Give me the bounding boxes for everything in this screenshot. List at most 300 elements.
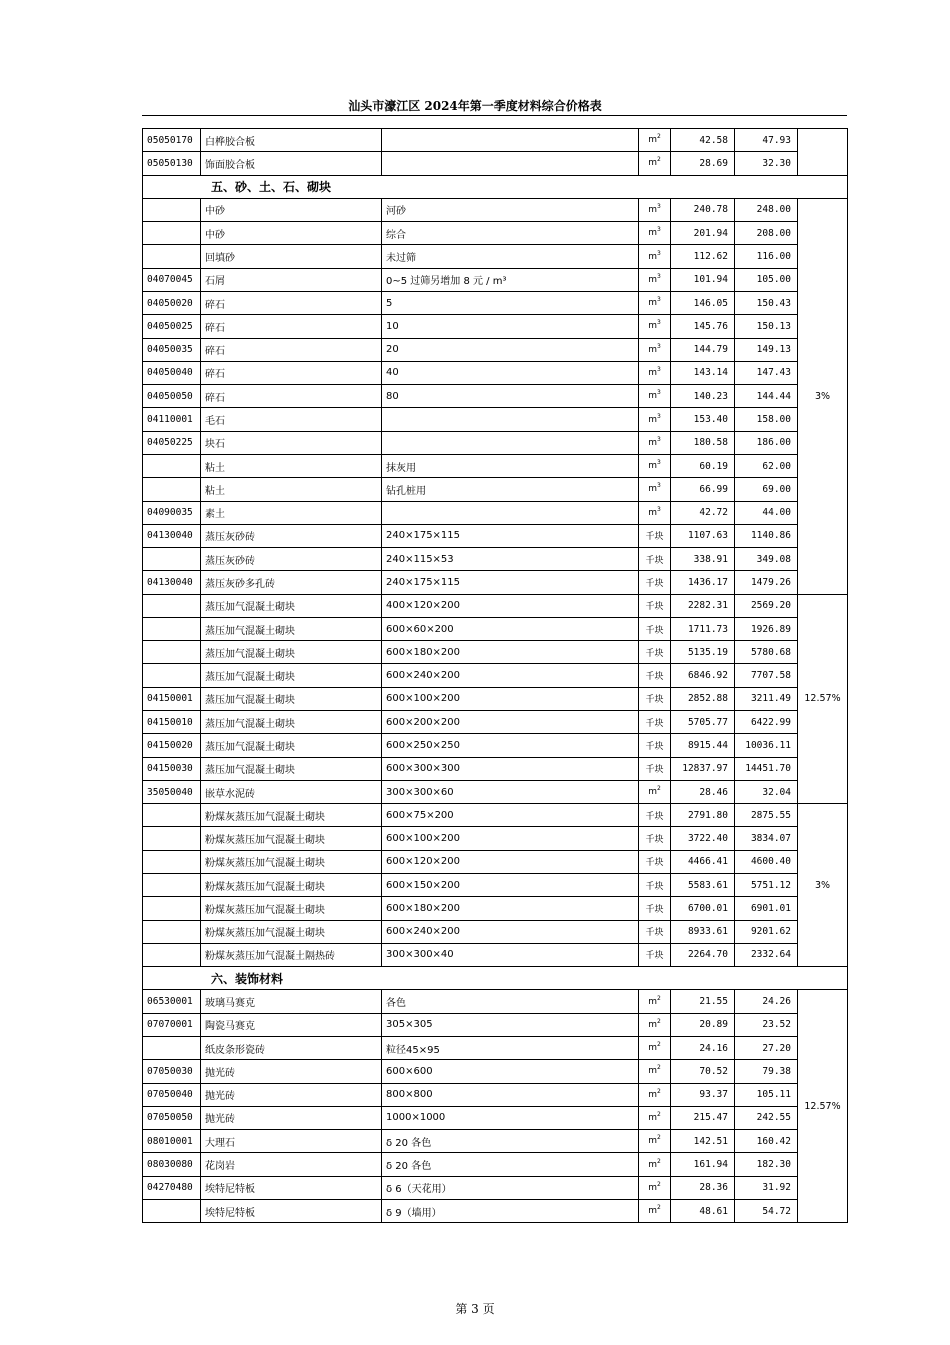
material-name: 粉煤灰蒸压加气混凝土砌块 [201,850,382,873]
price-ex-tax: 112.62 [671,245,735,268]
price-inc-tax: 27.20 [735,1036,798,1059]
material-name: 石屑 [201,268,382,291]
price-inc-tax: 47.93 [735,129,798,152]
unit-base: m [648,344,657,355]
price-inc-tax: 32.04 [735,780,798,803]
material-unit: 千块 [639,874,671,897]
material-unit [639,780,671,803]
price-inc-tax: 10036.11 [735,734,798,757]
price-ex-tax: 240.78 [671,198,735,221]
material-spec: δ 6（天花用） [382,1176,639,1199]
table-row [143,594,848,617]
price-inc-tax: 160.42 [735,1130,798,1153]
material-unit: 千块 [639,594,671,617]
material-name: 碎石 [201,385,382,408]
table-row [143,571,848,594]
material-name: 块石 [201,431,382,454]
table-row [143,687,848,710]
material-spec: 600×150×200 [382,874,639,897]
unit-base: m [648,321,657,332]
material-spec: δ 20 各色 [382,1153,639,1176]
material-unit: 千块 [639,711,671,734]
material-name: 嵌草水泥砖 [201,780,382,803]
material-name: 素土 [201,501,382,524]
material-code: 04070045 [143,268,201,291]
material-unit: 千块 [639,734,671,757]
table-row [143,222,848,245]
unit-exponent: 2 [656,1204,661,1212]
price-ex-tax: 1711.73 [671,617,735,640]
material-spec: 600×250×250 [382,734,639,757]
table-row [143,454,848,477]
unit-exponent: 3 [656,272,661,280]
material-code: 04270480 [143,1176,201,1199]
material-code [143,548,201,571]
price-inc-tax: 79.38 [735,1060,798,1083]
material-unit [639,245,671,268]
material-name: 纸皮条形瓷砖 [201,1036,382,1059]
price-inc-tax: 24.26 [735,990,798,1013]
price-inc-tax: 5780.68 [735,641,798,664]
material-code: 04050035 [143,338,201,361]
unit-base: m [648,1136,657,1147]
material-spec: 600×60×200 [382,617,639,640]
price-inc-tax: 54.72 [735,1199,798,1222]
material-spec: 未过筛 [382,245,639,268]
table-row [143,501,848,524]
material-code [143,920,201,943]
table-row [143,1130,848,1153]
unit-exponent: 2 [656,156,661,164]
table-row [143,617,848,640]
material-name: 粘土 [201,454,382,477]
table-row [143,1083,848,1106]
table-row [143,780,848,803]
material-name: 蒸压加气混凝土砌块 [201,594,382,617]
price-ex-tax: 42.58 [671,129,735,152]
material-spec: 600×180×200 [382,897,639,920]
price-ex-tax: 140.23 [671,385,735,408]
price-inc-tax: 2332.64 [735,943,798,966]
table-row [143,268,848,291]
price-ex-tax: 42.72 [671,501,735,524]
table-row [143,1013,848,1036]
price-ex-tax: 28.69 [671,152,735,175]
table-row [143,897,848,920]
material-unit: 千块 [639,524,671,547]
material-unit [639,338,671,361]
table-row [143,664,848,687]
section-row [143,175,848,198]
price-inc-tax: 208.00 [735,222,798,245]
unit-base: m [648,228,657,239]
material-spec: 600×100×200 [382,687,639,710]
price-ex-tax: 20.89 [671,1013,735,1036]
price-ex-tax: 6700.01 [671,897,735,920]
material-unit [639,1176,671,1199]
material-code [143,245,201,268]
unit-exponent: 2 [656,1157,661,1165]
material-unit: 千块 [639,641,671,664]
unit-base: m [648,461,657,472]
tax-rate: 3% [798,198,848,594]
material-unit [639,315,671,338]
material-code [143,874,201,897]
price-ex-tax: 21.55 [671,990,735,1013]
table-row [143,850,848,873]
price-inc-tax: 116.00 [735,245,798,268]
material-spec: 300×300×40 [382,943,639,966]
price-inc-tax: 105.11 [735,1083,798,1106]
material-name: 饰面胶合板 [201,152,382,175]
price-ex-tax: 338.91 [671,548,735,571]
table-row [143,338,848,361]
material-spec [382,431,639,454]
price-ex-tax: 142.51 [671,1130,735,1153]
price-inc-tax: 2875.55 [735,804,798,827]
material-unit [639,1036,671,1059]
price-ex-tax: 8933.61 [671,920,735,943]
table-row [143,245,848,268]
unit-base: m [648,391,657,402]
material-name: 中砂 [201,198,382,221]
material-code: 07050030 [143,1060,201,1083]
material-code: 07050040 [143,1083,201,1106]
unit-base: m [648,135,657,146]
material-unit [639,268,671,291]
price-ex-tax: 66.99 [671,478,735,501]
unit-base: m [648,1089,657,1100]
material-name: 蒸压加气混凝土砌块 [201,757,382,780]
price-inc-tax: 7707.58 [735,664,798,687]
material-code: 04130040 [143,571,201,594]
unit-base: m [648,1066,657,1077]
price-ex-tax: 146.05 [671,291,735,314]
section-row [143,967,848,990]
price-ex-tax: 60.19 [671,454,735,477]
material-code: 04110001 [143,408,201,431]
material-unit [639,361,671,384]
material-unit [639,1060,671,1083]
price-inc-tax: 149.13 [735,338,798,361]
material-unit [639,1013,671,1036]
material-code [143,827,201,850]
material-code: 08030080 [143,1153,201,1176]
material-code: 07050050 [143,1106,201,1129]
material-spec: 各色 [382,990,639,1013]
material-unit [639,454,671,477]
material-name: 蒸压加气混凝土砌块 [201,711,382,734]
material-unit [639,1106,671,1129]
material-spec: 600×120×200 [382,850,639,873]
material-spec: 800×800 [382,1083,639,1106]
price-ex-tax: 5705.77 [671,711,735,734]
price-ex-tax: 1107.63 [671,524,735,547]
table-row [143,315,848,338]
table-row [143,757,848,780]
unit-base: m [648,996,657,1007]
unit-base: m [648,367,657,378]
material-spec: 粒径45×95 [382,1036,639,1059]
material-code: 04150020 [143,734,201,757]
price-ex-tax: 24.16 [671,1036,735,1059]
price-inc-tax: 1140.86 [735,524,798,547]
price-ex-tax: 101.94 [671,268,735,291]
material-spec: 0~5 过筛另增加 8 元 / m³ [382,268,639,291]
price-inc-tax: 1479.26 [735,571,798,594]
unit-exponent: 2 [656,785,661,793]
material-spec: 240×175×115 [382,524,639,547]
material-code [143,664,201,687]
price-ex-tax: 2282.31 [671,594,735,617]
material-unit: 千块 [639,943,671,966]
unit-base: m [648,1206,657,1217]
title-divider [142,115,847,116]
price-inc-tax: 14451.70 [735,757,798,780]
material-name: 蒸压加气混凝土砌块 [201,734,382,757]
material-name: 碎石 [201,361,382,384]
material-name: 蒸压灰砂砖 [201,524,382,547]
material-unit: 千块 [639,804,671,827]
material-unit: 千块 [639,571,671,594]
price-ex-tax: 70.52 [671,1060,735,1083]
table-row [143,734,848,757]
material-name: 粉煤灰蒸压加气混凝土砌块 [201,874,382,897]
material-code [143,454,201,477]
material-spec: 400×120×200 [382,594,639,617]
unit-exponent: 3 [656,342,661,350]
material-name: 粉煤灰蒸压加气混凝土砌块 [201,804,382,827]
material-name: 陶瓷马赛克 [201,1013,382,1036]
price-table [142,128,848,1223]
material-code [143,617,201,640]
material-name: 抛光砖 [201,1083,382,1106]
tax-rate: 3% [798,804,848,967]
unit-base: m [648,1043,657,1054]
price-inc-tax: 31.92 [735,1176,798,1199]
material-unit [639,222,671,245]
price-inc-tax: 105.00 [735,268,798,291]
unit-exponent: 3 [656,435,661,443]
price-inc-tax: 69.00 [735,478,798,501]
price-ex-tax: 6846.92 [671,664,735,687]
material-name: 粉煤灰蒸压加气混凝土砌块 [201,897,382,920]
price-ex-tax: 4466.41 [671,850,735,873]
table-row [143,1036,848,1059]
material-unit [639,291,671,314]
material-spec: 抹灰用 [382,454,639,477]
material-name: 粉煤灰蒸压加气混凝土隔热砖 [201,943,382,966]
material-code: 08010001 [143,1130,201,1153]
material-spec [382,152,639,175]
material-code: 05050170 [143,129,201,152]
material-name: 蒸压加气混凝土砌块 [201,641,382,664]
material-code [143,943,201,966]
material-name: 碎石 [201,291,382,314]
table-row [143,291,848,314]
table-row [143,1106,848,1129]
price-inc-tax: 44.00 [735,501,798,524]
material-spec: 240×175×115 [382,571,639,594]
price-inc-tax: 147.43 [735,361,798,384]
material-unit: 千块 [639,687,671,710]
material-code [143,222,201,245]
unit-exponent: 3 [656,412,661,420]
material-code: 04150001 [143,687,201,710]
unit-exponent: 3 [656,202,661,210]
material-code [143,478,201,501]
price-ex-tax: 180.58 [671,431,735,454]
table-row [143,478,848,501]
unit-exponent: 2 [656,1064,661,1072]
price-ex-tax: 5135.19 [671,641,735,664]
price-ex-tax: 161.94 [671,1153,735,1176]
price-inc-tax: 2569.20 [735,594,798,617]
table-row [143,198,848,221]
material-code: 04130040 [143,524,201,547]
material-name: 大理石 [201,1130,382,1153]
table-row [143,1176,848,1199]
price-inc-tax: 3834.07 [735,827,798,850]
table-row [143,874,848,897]
price-ex-tax: 145.76 [671,315,735,338]
material-name: 抛光砖 [201,1106,382,1129]
material-code: 04050020 [143,291,201,314]
material-code: 04050050 [143,385,201,408]
unit-exponent: 3 [656,482,661,490]
table-row [143,524,848,547]
price-ex-tax: 28.46 [671,780,735,803]
price-inc-tax: 349.08 [735,548,798,571]
price-ex-tax: 48.61 [671,1199,735,1222]
material-code: 05050130 [143,152,201,175]
unit-base: m [648,1019,657,1030]
price-inc-tax: 144.44 [735,385,798,408]
unit-base: m [648,1112,657,1123]
material-name: 蒸压灰砂多孔砖 [201,571,382,594]
material-unit: 千块 [639,664,671,687]
material-name: 埃特尼特板 [201,1199,382,1222]
material-code [143,641,201,664]
material-code: 04150030 [143,757,201,780]
price-ex-tax: 2264.70 [671,943,735,966]
section-heading: 五、砂、土、石、砌块 [143,175,848,198]
material-code: 35050040 [143,780,201,803]
price-ex-tax: 2852.88 [671,687,735,710]
unit-exponent: 3 [656,505,661,513]
material-spec: 600×240×200 [382,664,639,687]
price-inc-tax: 248.00 [735,198,798,221]
material-unit [639,501,671,524]
unit-base: m [648,251,657,262]
material-name: 玻璃马赛克 [201,990,382,1013]
material-spec: 305×305 [382,1013,639,1036]
material-spec: 300×300×60 [382,780,639,803]
material-spec [382,129,639,152]
price-inc-tax: 9201.62 [735,920,798,943]
material-spec: 600×300×300 [382,757,639,780]
material-spec: 钻孔桩用 [382,478,639,501]
table-row [143,385,848,408]
material-unit [639,408,671,431]
unit-base: m [648,437,657,448]
material-unit: 千块 [639,548,671,571]
material-name: 埃特尼特板 [201,1176,382,1199]
table-row [143,408,848,431]
unit-base: m [648,158,657,169]
material-name: 碎石 [201,338,382,361]
material-code: 04050025 [143,315,201,338]
material-unit [639,198,671,221]
material-spec: 600×600 [382,1060,639,1083]
unit-exponent: 3 [656,319,661,327]
unit-exponent: 2 [656,1041,661,1049]
price-ex-tax: 3722.40 [671,827,735,850]
material-name: 回填砂 [201,245,382,268]
price-inc-tax: 150.43 [735,291,798,314]
price-ex-tax: 2791.80 [671,804,735,827]
material-unit [639,1153,671,1176]
table-row [143,711,848,734]
material-name: 花岗岩 [201,1153,382,1176]
material-unit: 千块 [639,757,671,780]
price-ex-tax: 143.14 [671,361,735,384]
price-inc-tax: 6901.01 [735,897,798,920]
material-spec [382,408,639,431]
material-spec: 600×180×200 [382,641,639,664]
table-row [143,1060,848,1083]
material-spec: 综合 [382,222,639,245]
price-inc-tax: 5751.12 [735,874,798,897]
unit-exponent: 2 [656,994,661,1002]
unit-exponent: 2 [656,1110,661,1118]
price-inc-tax: 62.00 [735,454,798,477]
page-number: 第 3 页 [455,1302,495,1316]
material-code: 04090035 [143,501,201,524]
material-unit [639,385,671,408]
material-unit [639,152,671,175]
table-row [143,943,848,966]
page-title: 汕头市濠江区 2024年第一季度材料综合价格表 [348,99,602,113]
material-name: 蒸压加气混凝土砌块 [201,687,382,710]
material-spec: 80 [382,385,639,408]
table-row [143,152,848,175]
material-spec: 600×100×200 [382,827,639,850]
unit-exponent: 3 [656,365,661,373]
price-ex-tax: 201.94 [671,222,735,245]
price-inc-tax: 1926.89 [735,617,798,640]
price-inc-tax: 3211.49 [735,687,798,710]
material-spec: 40 [382,361,639,384]
table-row [143,361,848,384]
material-code [143,1199,201,1222]
unit-exponent: 2 [656,1017,661,1025]
material-spec: 20 [382,338,639,361]
table-row [143,431,848,454]
material-name: 粉煤灰蒸压加气混凝土砌块 [201,920,382,943]
material-code: 04050040 [143,361,201,384]
table-row [143,920,848,943]
unit-exponent: 3 [656,296,661,304]
material-unit [639,478,671,501]
material-name: 毛石 [201,408,382,431]
price-inc-tax: 182.30 [735,1153,798,1176]
tax-rate: 12.57% [798,594,848,804]
unit-exponent: 2 [656,133,661,141]
price-ex-tax: 153.40 [671,408,735,431]
material-name: 蒸压加气混凝土砌块 [201,664,382,687]
table-row [143,1199,848,1222]
